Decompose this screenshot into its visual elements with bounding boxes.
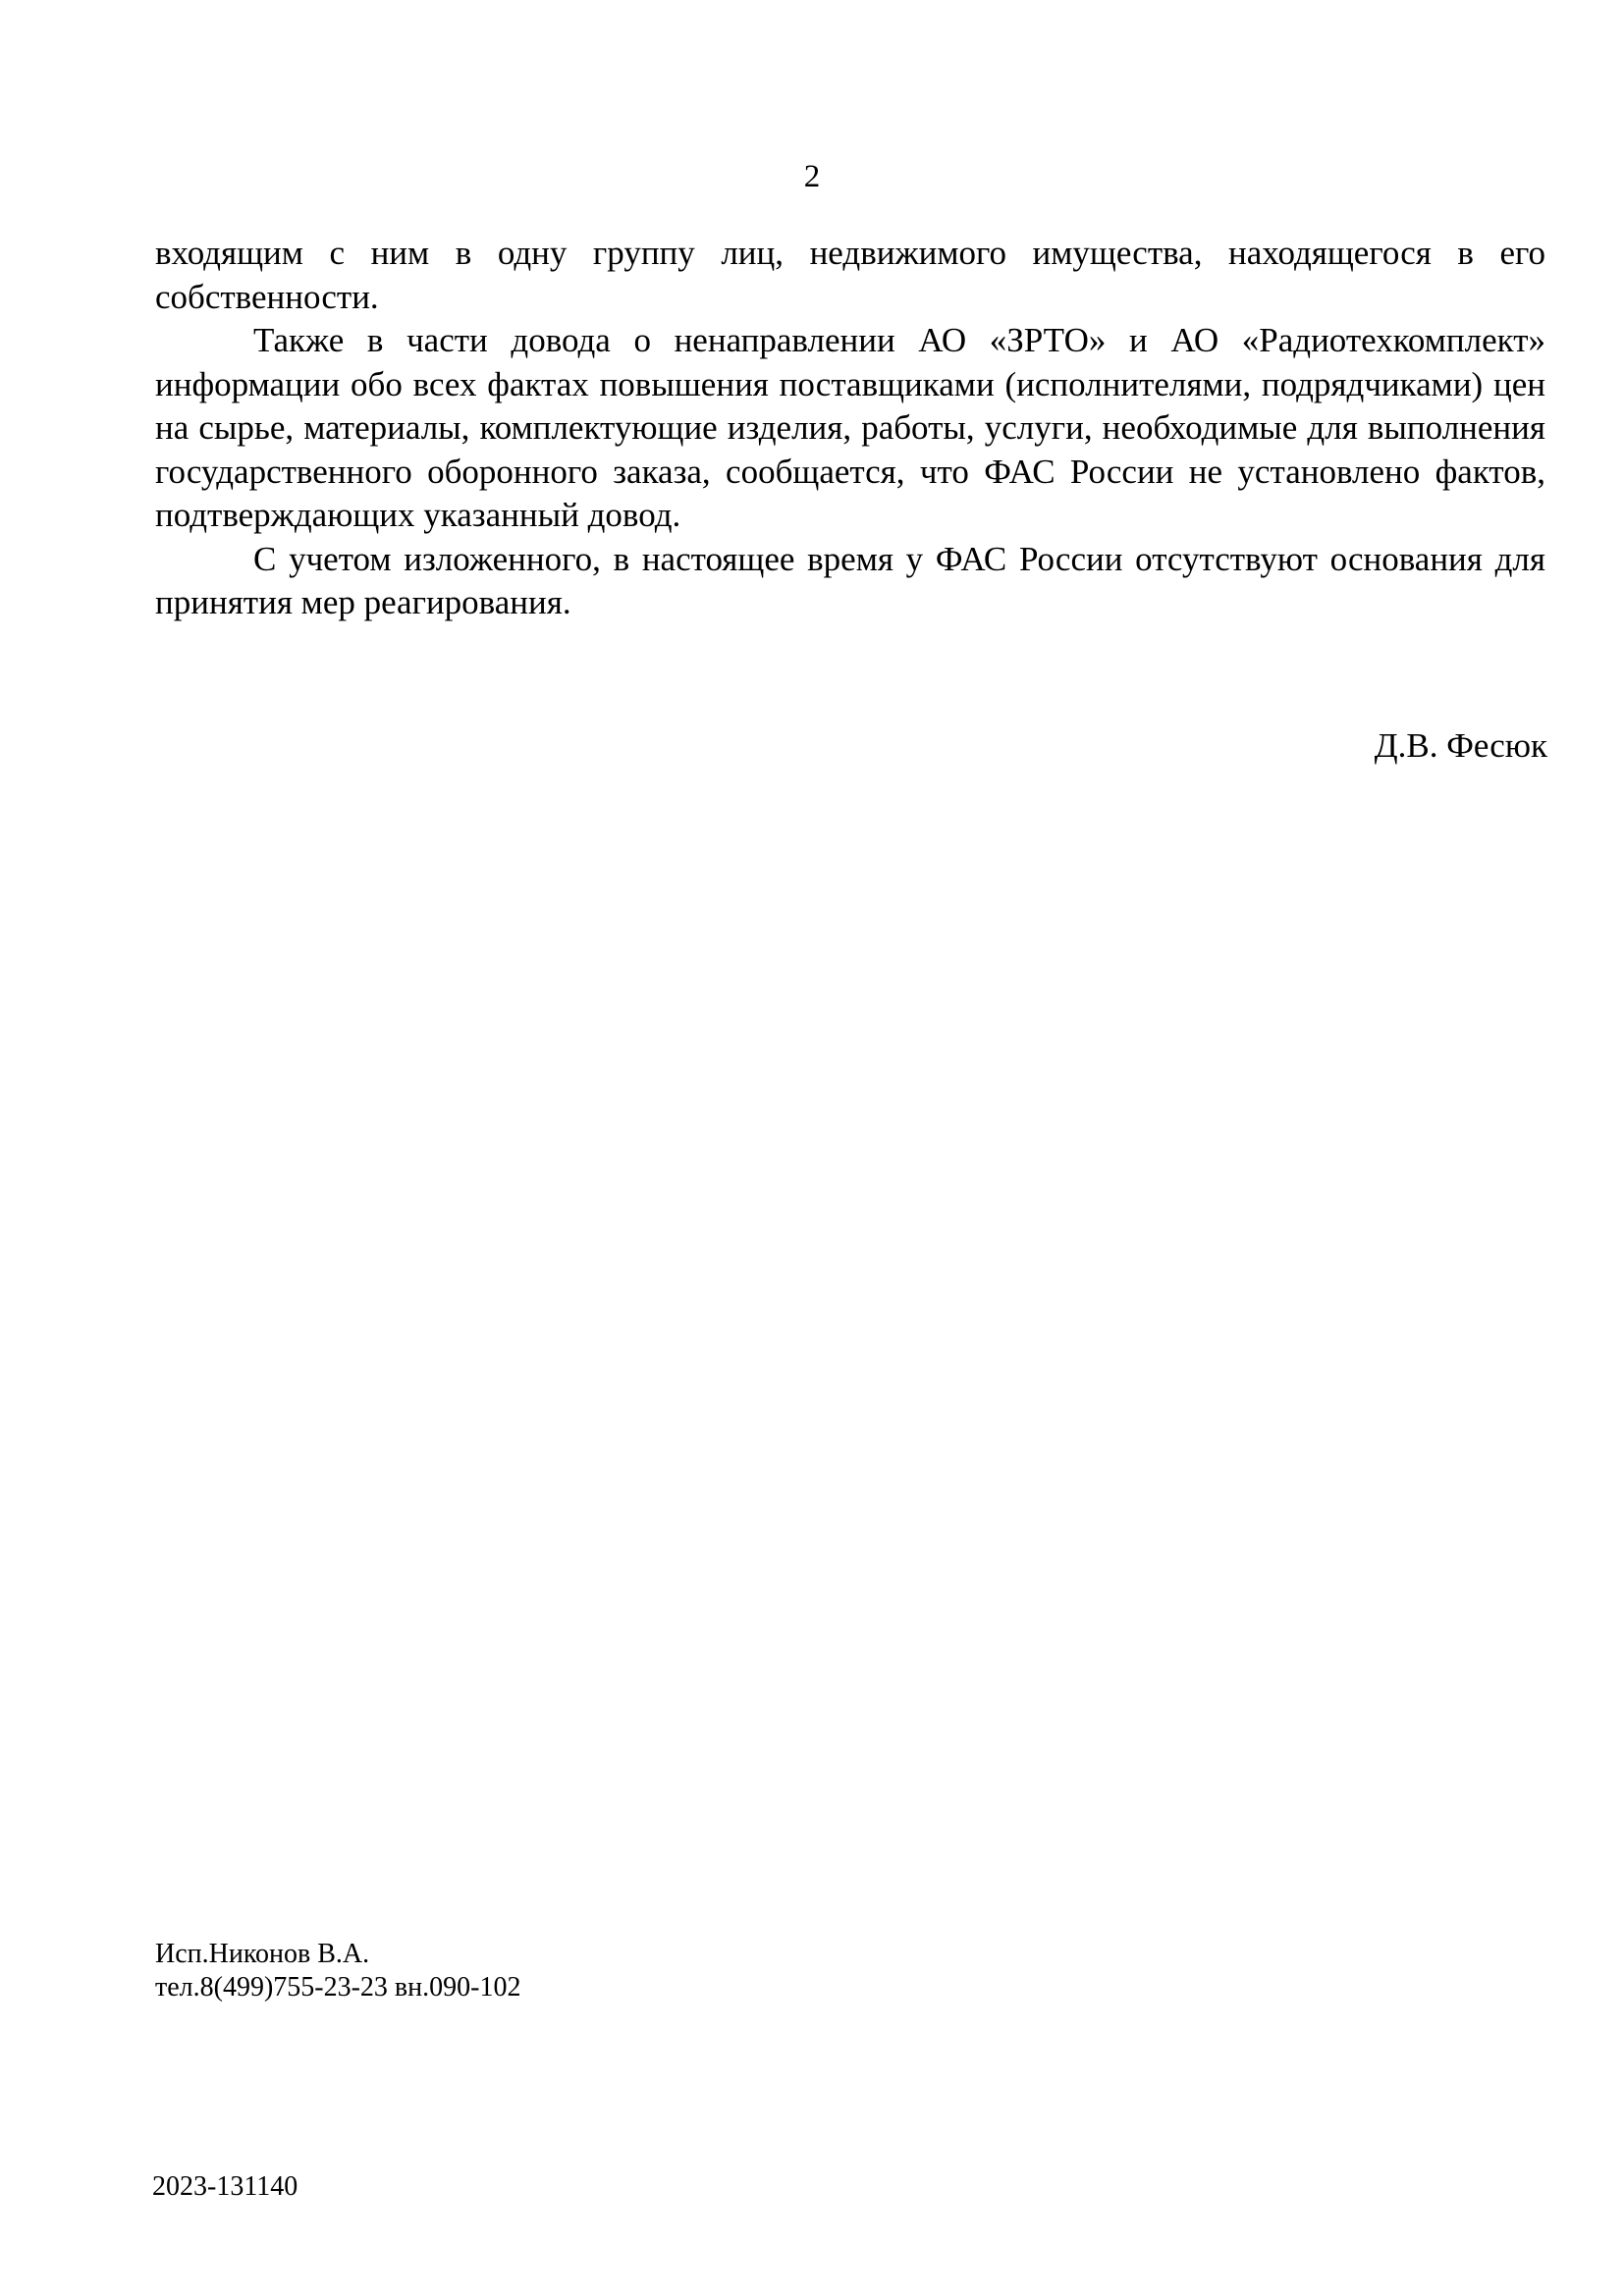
letter-body xyxy=(155,232,1545,625)
page-number: 2 xyxy=(803,159,821,194)
document-number: 2023-131140 xyxy=(152,2171,298,2202)
executor-name: Исп.Никонов В.А. xyxy=(155,1939,370,1969)
paragraph-price-increase: Также в части довода о ненаправлении АО «ЗРТО» и АО «Радиотехкомплект» информации обо всех фактах повышения поставщиками (исполнителями, подрядчиками) цен на сырье, материалы, комплектующие изделия, работы, услуги, необходимые для выполнения государственного оборонного заказа, сообщается, что ФАС России не установлено фактов, подтверждающих указанный довод. xyxy=(155,321,1545,534)
signatory-name: Д.В. Фесюк xyxy=(1374,726,1547,765)
executor-phone: тел.8(499)755-23-23 вн.090-102 xyxy=(155,1972,521,2002)
paragraph-continuation: входящим с ним в одну группу лиц, недвижимого имущества, находящегося в его собственности. xyxy=(155,234,1545,316)
paragraph-conclusion: С учетом изложенного, в настоящее время у ФАС России отсутствуют основания для принятия мер реагирования. xyxy=(155,539,1545,621)
executor-block xyxy=(155,1938,520,2004)
